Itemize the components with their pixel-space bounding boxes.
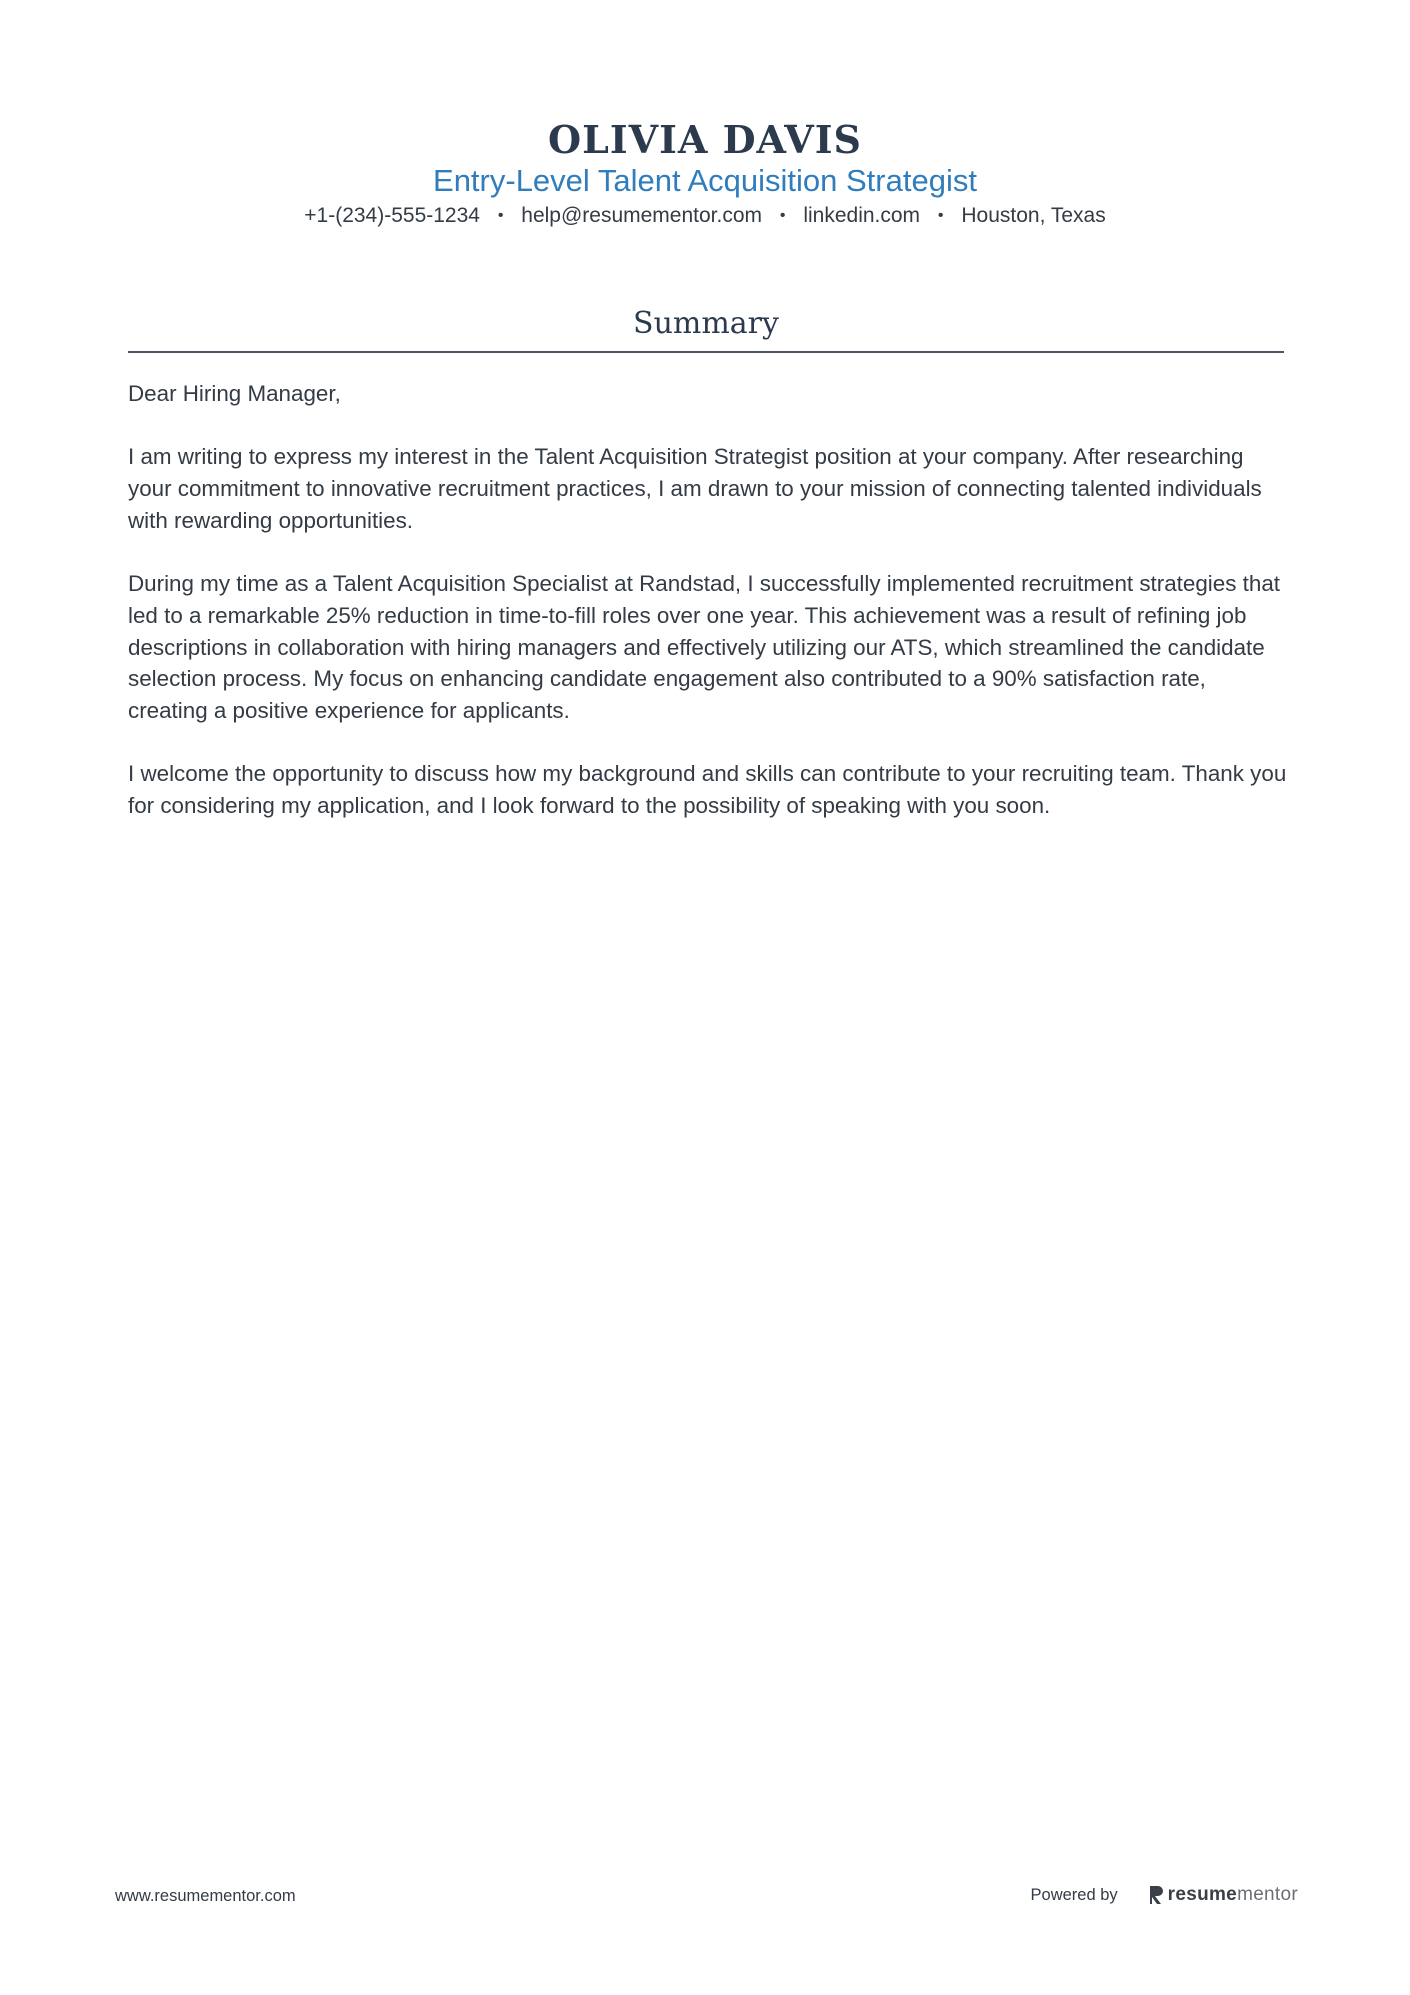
footer-branding bbox=[1031, 1884, 1298, 1906]
contact-separator: • bbox=[937, 207, 944, 224]
letter-paragraph: During my time as a Talent Acquisition Specialist at Randstad, I successfully implemented recruitment strategies that led to a remarkable 25% reduction in time-to-fill roles over one year. This achievement was a result of refining job descriptions in collaboration with hiring managers and effectively utilizing our ATS, which streamlined the candidate selection process. My focus on enhancing candidate engagement also contributed to a 90% satisfaction rate, creating a positive experience for applicants. bbox=[128, 571, 1280, 723]
contact-phone: +1-(234)-555-1234 bbox=[304, 204, 480, 227]
brand-wordmark-bold: resume bbox=[1167, 1884, 1238, 1905]
candidate-role: Entry-Level Talent Acquisition Strategist bbox=[433, 163, 977, 198]
letter-greeting: Dear Hiring Manager, bbox=[128, 381, 341, 406]
candidate-name: OLIVIA DAVIS bbox=[548, 117, 862, 162]
footer-website[interactable]: www.resumementor.com bbox=[115, 1887, 296, 1905]
brand-wordmark bbox=[1168, 1884, 1298, 1906]
resume-header bbox=[0, 118, 1410, 230]
letter-body bbox=[128, 378, 1288, 853]
contact-linkedin[interactable]: linkedin.com bbox=[803, 204, 921, 227]
brand-wordmark-light: mentor bbox=[1237, 1884, 1298, 1905]
letter-paragraph: I am writing to express my interest in the Talent Acquisition Strategist position at your company. After researching your commitment to innovative recruitment practices, I am drawn to your mission of connecting talented individuals with rewarding opportunities. bbox=[128, 444, 1262, 533]
powered-by-label: Powered by bbox=[1030, 1885, 1118, 1904]
contact-separator: • bbox=[779, 207, 786, 224]
section-title-summary: Summary bbox=[633, 306, 779, 341]
letter-paragraph: I welcome the opportunity to discuss how my background and skills can contribute to your recruiting team. Thank you for considering my application, and I look forward to the possibility of speaking with you soon. bbox=[128, 761, 1287, 819]
resumementor-logo-icon bbox=[1148, 1884, 1164, 1906]
contact-line bbox=[0, 202, 1410, 230]
brand-logo-link[interactable] bbox=[1148, 1884, 1298, 1906]
contact-email[interactable]: help@resumementor.com bbox=[521, 204, 763, 227]
contact-separator: • bbox=[497, 207, 504, 224]
section-divider bbox=[128, 351, 1284, 353]
contact-location: Houston, Texas bbox=[961, 204, 1106, 227]
